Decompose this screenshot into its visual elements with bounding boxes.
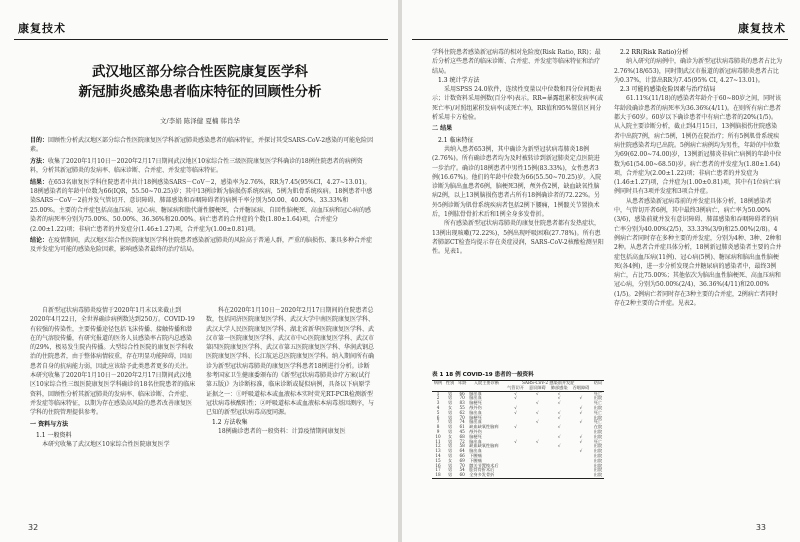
left-column-1 xyxy=(30,306,196,449)
table-cell: 15 xyxy=(435,457,441,463)
table-cell: 男 xyxy=(448,424,453,430)
table-cell: √ xyxy=(557,424,561,430)
table-cell: 72 xyxy=(459,438,465,444)
article-title-line1: 武汉地区部分综合性医院康复医学科 xyxy=(92,64,308,80)
table-cell: 61 xyxy=(459,424,465,430)
table-cell: 17 xyxy=(435,467,441,473)
table-cell: 死亡 xyxy=(593,400,603,406)
abstract-text: 收集了2020年1月10日－2020年2月17日期间武汉地区10家综合性三级医院康复医学科确诊的18例住院患者的病例资料，分析其新冠肺炎的发病率、临床诊断、合并症、并发症等临床特征。 xyxy=(30,157,363,175)
table-cell xyxy=(548,473,570,478)
table-cell: 出院 xyxy=(593,443,603,449)
table-cell: 缺血缺氧性脑病 xyxy=(469,443,499,449)
table-cell: 脑梗死 xyxy=(469,414,482,420)
table-cell: √ xyxy=(579,419,583,425)
table-cell: 脑出血 xyxy=(469,390,482,396)
table-cell: 死亡 xyxy=(593,419,603,425)
table-caption: 表 1 18 例 COVID-19 患者的一般资料 xyxy=(432,372,534,378)
table-cell: 54 xyxy=(459,467,465,473)
table-cell: √ xyxy=(579,438,583,444)
table-cell: 脑出血 xyxy=(469,395,482,401)
table-cell: 脑出血 xyxy=(469,438,482,444)
section-heading: 一 资料与方法 xyxy=(30,420,69,428)
subsection-heading: 2.1 临床特征 xyxy=(438,136,474,144)
table-cell: 58 xyxy=(459,443,465,449)
table-cell: 下腰痛 xyxy=(469,452,482,458)
table-cell: 2 xyxy=(436,395,440,401)
article-authors: 文/李娟 陈泽健 夏楠 韩肖华 xyxy=(160,117,240,125)
body-paragraph: 61.11%(11/18)的感染者年龄介于60~80岁之间，同时该年龄段确诊患者的病死率为36.36%(4/11)。在则所有病亡患者都大于60岁。60岁以下确诊患者中有病亡患者的20%(1/5)。从入院主要诊断分析，截止到4月15日，13例脑损伤住院感染者中出院7例，病亡5例，1例仍在院治疗；所有5例肌骨系统疾病住院感染者均已出院。5例病亡病例均为男性，年龄的中位数为69(62.00~74.00)岁，13例新冠肺炎非病亡病例的年龄中位数为61(54.00~68.50)岁。病亡患者的并发症为(1.80±1.64)项，合并症为(2.00±1.22)项；非病亡患者的并发症为(1.46±1.27)项，合并症为(1.00±0.81)项，其中有1位病亡病例同时具有3项并发症和3项合并症。 xyxy=(614,95,782,196)
table-cell: 脑出血 xyxy=(469,409,482,415)
table-cell: √ xyxy=(557,433,561,439)
table-cell: 出院 xyxy=(593,467,603,473)
table-cell: 女 xyxy=(448,457,453,463)
table-cell: 出院 xyxy=(593,414,603,420)
table-cell: 70 xyxy=(459,462,465,468)
table-cell: √ xyxy=(557,409,561,415)
table-cell: 死亡 xyxy=(593,390,603,396)
right-column-2 xyxy=(614,48,782,308)
table-cell: 出院 xyxy=(593,395,603,401)
table-cell: 14 xyxy=(435,452,441,458)
table-cell: √ xyxy=(514,409,517,415)
table-header-consciousness: 意识障碍 xyxy=(526,386,548,391)
abstract-text: 在653名康复医学科住院患者中共计18例感染SARS－CoV－2，感染率为2.76%，RR为7.45(95%CI，4.27~13.01)。18例感染者的年龄中位数为66(IQR，55.50~70.25)岁；其中13例诊断为脑损伤系统疾病，5例为肌骨系统疾病。18例患者中感染SARS－CoV－2前并发气管切开、意识障碍、肺部感染和吞咽障碍者的病例千率分别为50.00、40.00%、33.33%和25.00%。主要的合并症包括高血压病、冠心病、糖尿病和脂代谢性腰梗死，合并糖尿病、自回性脑梗死、高血压病和冠心病的感染者的病死率分别为75.00%、50.00%、36.36%和20.00%。病亡患者的合并症的个数(1.80±1.64)项，合并症分(2.00±1.22)项；非病亡患者的并发症分(1.46±1.27)项，合并症为(1.00±0.81)项。 xyxy=(30,178,373,233)
table-cell: 男 xyxy=(448,414,453,420)
table-cell: 69 xyxy=(459,457,465,463)
table-cell: 3 xyxy=(436,400,440,406)
abstract-label: 结论： xyxy=(30,237,49,245)
right-column-1 xyxy=(432,48,604,257)
table-cell: 12 xyxy=(435,443,441,449)
table-cell: √ xyxy=(536,419,539,425)
table-cell: √ xyxy=(579,433,583,439)
table-cell: 60 xyxy=(456,473,468,478)
page-number: 33 xyxy=(755,523,766,532)
subsection-heading: 2.2 RR(Risk Ratio)分析 xyxy=(620,49,689,56)
section-header: 康复技术 xyxy=(18,22,66,35)
subsection-heading: 2.3 可能的感染危险因素与治疗结局 xyxy=(620,86,716,94)
header-rule xyxy=(412,39,788,40)
table-cell: 脑出血 xyxy=(469,419,482,425)
subsection-heading: 1.1 一般资料 xyxy=(36,431,72,439)
table-cell: 66 xyxy=(459,452,465,458)
table-cell: 男 xyxy=(448,448,453,454)
table-cell: 45 xyxy=(459,428,465,434)
table-cell: 出院 xyxy=(593,472,603,478)
table-cell: 1 xyxy=(436,390,440,396)
table-cell: 男 xyxy=(448,409,453,415)
table-cell: 64 xyxy=(459,448,465,454)
table-cell: 脑出血 xyxy=(469,448,482,454)
table-cell: √ xyxy=(579,395,583,401)
table-cell: 10 xyxy=(435,433,441,439)
table-cell: 70 xyxy=(459,395,465,401)
table-cell: 11 xyxy=(435,438,441,444)
table-cell: 83 xyxy=(459,400,465,406)
body-paragraph: 本研究收集了武汉地区10家综合性医院康复医学 xyxy=(42,441,170,449)
table-cell: 男 xyxy=(448,452,453,458)
table-cell: √ xyxy=(514,404,517,410)
table-cell xyxy=(505,473,527,478)
body-paragraph: 科在2020年1月10日－2020年2月17日期间的住院患者总数，包括同济医院康复医学科、武汉大学中南医院康复医学科、武汉大学人民医院康复医学科、湖北省新华医院康复医学科、武汉市第一医院康复医学科、武汉市中心医院康复医学科、武汉市第四医院康复医学科、武汉市第五医院康复医学科、华润武钢总医院康复医学科、长江航运总医院康复医学科。纳入期间所有确诊为新型冠状病毒肺炎的康复医学科患者18例进行分析。诊断参考国家卫生健康委颁布的《新型冠状病毒肺炎诊疗方案(试行第五版)》为诊断标准，临床诊断或疑似病例，具备以下病原学证据之一：①呼吸道标本或血液标本实时荧光RT-PCR检测新型冠状病毒核酸阳性；②呼吸道标本或血液标本病毒基因测序，与已知的新型冠状病毒高度同源。 xyxy=(206,307,375,417)
table-cell: 74 xyxy=(459,419,465,425)
table-cell: 5 xyxy=(436,409,440,415)
table-cell: 颅外伤 xyxy=(469,404,482,410)
body-paragraph: 纳入研究的病例中，确诊为新型冠状病毒肺炎的患者占比为2.76%(18/653)，同时期武汉市报道的新冠病毒肺炎患者占比为0.37%，计算出RR为7.45(95% CI, 4.27~13.01)。 xyxy=(614,58,783,84)
table-cell: √ xyxy=(536,400,539,406)
table-cell: 出院 xyxy=(593,448,603,454)
table-cell: 男 xyxy=(448,428,453,434)
body-paragraph: 学科住院患者感染新冠病毒的相对危险度(Risk Ratio, RR)；最后分析这些患者的临床诊断、合并症、并发症等临床特征和治疗结局。 xyxy=(432,49,601,75)
table-cell: 死亡 xyxy=(593,438,603,444)
table-cell: 70 xyxy=(459,414,465,420)
left-column-2 xyxy=(206,306,374,436)
table-cell: 男 xyxy=(448,443,453,449)
abstract-label: 结果： xyxy=(30,178,49,186)
abstract xyxy=(30,136,374,255)
section-heading: 二 结果 xyxy=(432,125,453,133)
abstract-label: 目的： xyxy=(30,137,49,144)
table-cell: 出院 xyxy=(593,433,603,439)
table-cell: √ xyxy=(579,409,583,415)
table-header-case: 病例 xyxy=(433,380,443,385)
left-page xyxy=(0,0,398,542)
table-cell: 缺血缺氧性脑病 xyxy=(469,424,499,430)
table-cell: √ xyxy=(579,404,583,410)
table-cell: 男 xyxy=(448,462,453,468)
table-header-lung: 肺部感染 xyxy=(548,386,570,391)
table-cell: 6 xyxy=(436,414,440,420)
table-cell: 颅外伤 xyxy=(469,428,482,434)
table-cell: √ xyxy=(557,443,561,449)
abstract-paragraph xyxy=(30,136,374,155)
table-cell: √ xyxy=(536,409,539,415)
table-cell: √ xyxy=(514,438,517,444)
table-header-trach: 气管切开 xyxy=(505,386,527,391)
table-cell: 出院 xyxy=(593,457,603,463)
abstract-paragraph xyxy=(30,157,374,176)
table-cell: √ xyxy=(557,390,561,396)
table-cell: 出院 xyxy=(593,452,603,458)
body-paragraph: 18例确诊患者的一般资料：计算疫情期间康复医 xyxy=(218,427,346,435)
table-cell xyxy=(526,473,548,478)
table-cell: √ xyxy=(536,438,539,444)
table-cell: 髋关节置换术后 xyxy=(469,462,499,468)
table-cell: √ xyxy=(557,414,561,420)
abstract-paragraph xyxy=(30,236,374,255)
body-paragraph: 采用SPSS 24.0软件，连续性变量以中位数和四分位间距表示；计数资料采用例数(百分率)表示。RR=暴露组累积发病率(或死亡率)/对照组累积发病率(或死亡率)，RR值和95%置信区间分析采用卡方检验。 xyxy=(432,86,604,122)
table-cell xyxy=(570,473,592,478)
abstract-text: 回顾性分析武汉地区部分综合性医院康复医学科新冠肺炎感染患者的临床特征，并探讨其受SARS-CoV-2感染的可能危险因素。 xyxy=(30,137,374,154)
table-cell: 55 xyxy=(459,404,465,410)
table-cell: 18 xyxy=(432,473,444,478)
table-cell: 出院 xyxy=(593,428,603,434)
table-cell: 男 xyxy=(448,400,453,406)
table-cell: 男 xyxy=(444,473,456,478)
article-title-line2: 新冠肺炎感染患者临床特征的回顾性分析 xyxy=(78,84,322,100)
table-cell: 出院 xyxy=(593,404,603,410)
abstract-text: 在疫情期间，武汉地区综合性医院康复医学科住院患者感染新冠肺炎的风险高于普通人群，严重的脑损伤、兼具多种合并症及并发症为可能的感染危险因素，影响感染者最终的治疗结局。 xyxy=(30,237,373,254)
table-cell: 死亡 xyxy=(593,409,603,415)
clinical-table xyxy=(432,380,604,479)
table-cell: 男 xyxy=(448,438,453,444)
table-cell: 男 xyxy=(448,395,453,401)
table-header-swallow: 吞咽障碍 xyxy=(570,386,592,391)
table-cell: 男 xyxy=(448,419,453,425)
table-cell: 4 xyxy=(436,404,440,410)
table-cell: 16 xyxy=(435,462,441,468)
subsection-heading: 1.2 方法收集 xyxy=(212,418,248,426)
right-page xyxy=(402,0,800,542)
table-cell: 男 xyxy=(448,467,453,473)
table-cell: √ xyxy=(514,395,517,401)
body-paragraph: 所有感染新型冠状病毒肺炎的康复住院患者都有发热症状，13例出现咳嗽(72.22%)，5例出现呼吸困难(27.78%)。所有患者肺部CT检查均提示存在炎症浸润，SARS-CoV-2核酸检测呈阳性。见表1。 xyxy=(432,220,604,256)
table-row xyxy=(432,473,604,478)
abstract-label: 方法： xyxy=(30,157,49,165)
table-header-age: 年龄 xyxy=(458,380,467,385)
table-header-outcome: 结局 xyxy=(593,380,603,385)
table-cell: 全身多发骨折 xyxy=(468,473,504,478)
abstract-paragraph xyxy=(30,178,374,234)
table-cell: 女 xyxy=(448,433,453,439)
table-cell: 66 xyxy=(459,390,465,396)
section-header: 康复技术 xyxy=(738,22,786,35)
table-cell: 脑梗死 xyxy=(469,400,482,406)
table-cell: 7 xyxy=(436,419,440,425)
table-cell: 女 xyxy=(448,404,453,410)
body-paragraph: 从患者感染新冠病毒前的并发症具体分析，18例感染者中，气管切开者6例，其中最终3例病亡，病亡率为50.00%(3/6)，感染前就并发有意识障碍、肺部感染和吞咽障碍者的病亡率分别为40.00%(2/5)、33.33%(3/9)和25.00%(2/8)。4例病亡者同时存在多种主要的并发症，分别为4种、3种、2种和2种。从患者合并症具体分析，18例新冠肺炎感染者主要的合并症包括高血压病(11例)、冠心病(5例)、糖尿病和脑出血性脑梗死(各4例)，进一步分析发现合并糖尿病的感染者中，最终3例病亡，占比75.00%；其他依次为脑出血性脑梗死、高血压病和冠心病，分别为50.00%(2/4)、36.36%(4/11)和20.00%(1/5)。2例病亡者同时存在3种主要的合并症，2例病亡者同时存在2种主要的合并症。见表2。 xyxy=(614,197,782,308)
subsection-heading: 1.3 统计学方法 xyxy=(438,76,480,84)
table-cell: 下腰痛 xyxy=(469,457,482,463)
table-header-sex: 性别 xyxy=(445,380,455,385)
table-cell: 9 xyxy=(436,428,440,434)
table-cell: √ xyxy=(514,424,517,430)
table-cell: 在院 xyxy=(593,424,603,430)
table-cell: √ xyxy=(536,390,539,396)
table-group-header: SARS-CoV-2 感染前并发症 xyxy=(505,381,592,386)
table-header-diagnosis: 入院主要诊断 xyxy=(468,381,504,386)
page-number: 32 xyxy=(28,523,39,532)
table-cell: √ xyxy=(514,390,517,396)
body-paragraph: 自新型冠状病毒肺炎疫情于2020年1月末以来截止到2020年4月22日，全世界确诊病例数达到250万。COVID-19有较强的传染性，主要传播途径包括飞沫传播、接触传播和潜在的气溶胶传播，有研究报道的医务人员感染率占院内总感染的29%，极易发生院内传播。大型综合性医院的康复医学科收治的住院患者，由于整体病情较重，存在明显功能障碍，因而患者自身的抗病能力弱，因此应该给予此类患者更多的关注。本研究收集了2020年1月10日－2020年2月17日期间武汉地区10家综合性三级医院康复医学科确诊的18名住院患者的临床资料，回顾性分析其新冠肺炎的发病率、临床诊断、合并症、并发症等临床特征，以期为存在感染高风险的患者改善康复医学科的住院管理提供参考。 xyxy=(30,307,196,417)
table-cell: √ xyxy=(557,400,561,406)
table-cell: 肱骨骨折术后 xyxy=(469,467,495,473)
header-rule xyxy=(14,39,388,40)
table-cell: √ xyxy=(557,395,561,401)
body-paragraph: 共纳入患者653例，其中确诊为新型冠状病毒肺炎18例(2.76%)。所有确诊患者均为及时被转诊到新冠肺炎定点医院进一步治疗。确诊的18例患者中男性15例(83.33%)，女性患者3例(16.67%)。他们的年龄中位数为66(55.50~70.25)岁。入院诊断为脑出血患者6例，脑梗死3例，颅外伤2例，缺血缺氧性脑病2例，以上13例脑损伤患者占所有18例确诊者的72.22%。另外5例诊断为肌骨系统疾病者包括2例下腰痛，1例髋关节置换术后，1例肱骨骨折术后和1例全身多发骨折。 xyxy=(432,145,602,219)
table-cell: 68 xyxy=(459,433,465,439)
table-cell: 男 xyxy=(448,390,453,396)
table-cell: 出院 xyxy=(593,462,603,468)
table-cell: 脑梗死 xyxy=(469,433,482,439)
table-cell: 8 xyxy=(436,424,440,430)
table-cell: 62 xyxy=(459,409,465,415)
table-cell: 13 xyxy=(435,448,441,454)
table-1 xyxy=(432,370,604,479)
table-cell: √ xyxy=(579,448,583,454)
